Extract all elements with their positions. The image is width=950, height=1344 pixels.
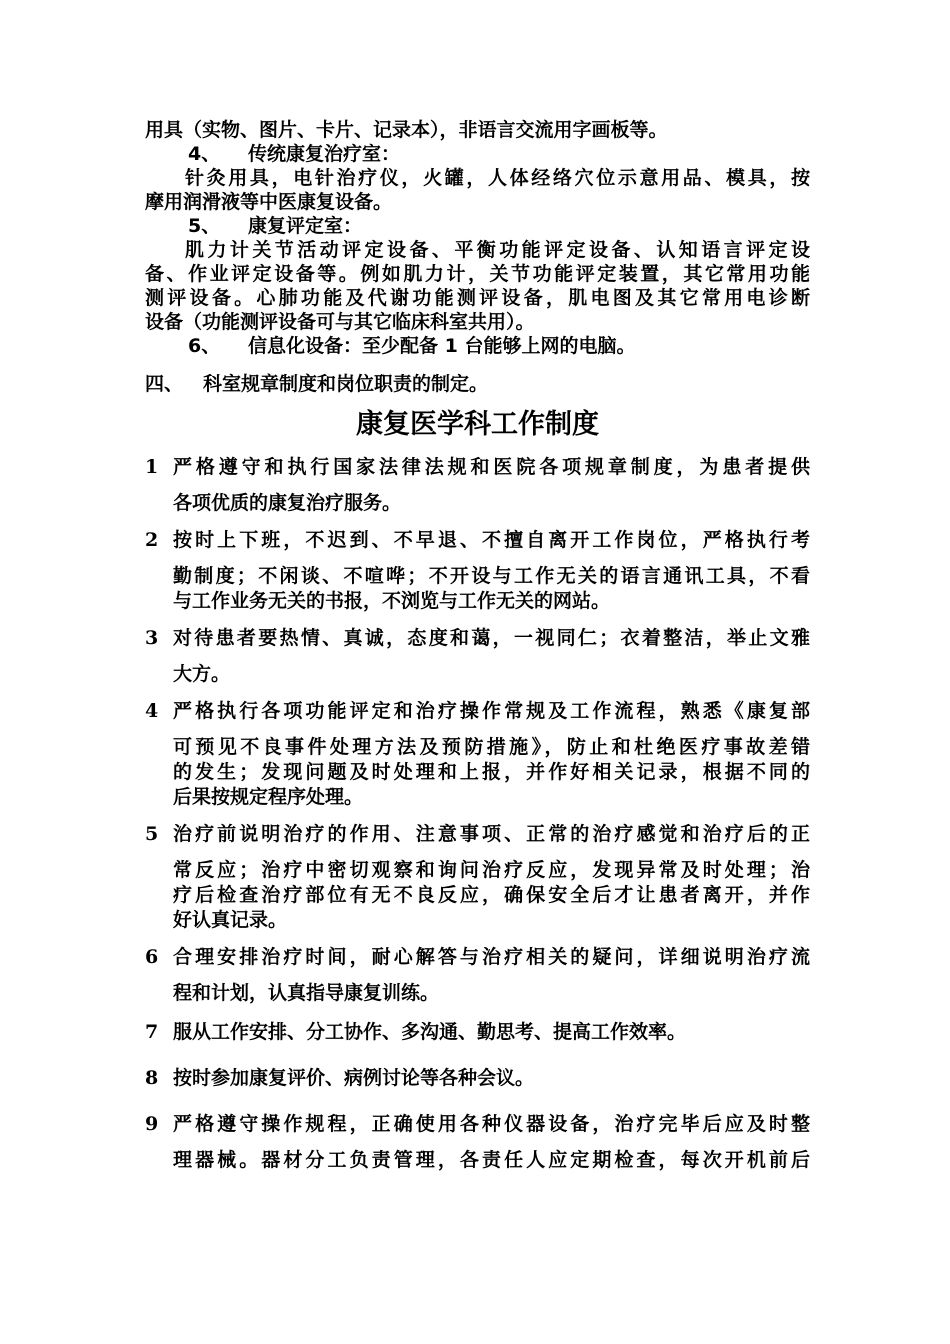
rule-item <box>145 455 810 516</box>
paragraph-line: 肌力计关节活动评定设备、平衡功能评定设备、认知语言评定设 <box>185 239 810 261</box>
section-four-heading <box>145 372 810 396</box>
rule-item <box>145 699 810 810</box>
rule-number: 1 <box>145 456 159 478</box>
subsection-number: 5、 <box>188 215 221 237</box>
subsection-title: 康复评定室： <box>248 215 363 237</box>
rule-number: 5 <box>145 823 159 845</box>
rule-text: 与工作业务无关的书报，不浏览与工作无关的网站。 <box>173 590 611 612</box>
paragraph-line: 针灸用具，电针治疗仪，火罐，人体经络穴位示意用品、模具，按 <box>185 167 810 189</box>
rule-text: 疗后检查治疗部位有无不良反应，确保安全后才让患者离开，并作 <box>173 884 810 906</box>
rule-text: 按时上下班，不迟到、不早退、不擅自离开工作岗位，严格执行考 <box>173 529 810 551</box>
rule-item <box>145 1066 810 1090</box>
rule-number: 3 <box>145 627 159 649</box>
subsection-traditional-rehab <box>145 142 810 166</box>
paragraph-line: 备、作业评定设备等。例如肌力计，关节功能评定装置，其它常用功能 <box>145 263 810 285</box>
paragraph-line: 设备（功能测评设备可与其它临床科室共用）。 <box>145 311 535 333</box>
rule-text: 常反应；治疗中密切观察和询问治疗反应，发现异常及时处理；治 <box>173 859 810 881</box>
subsection-title: 信息化设备：至少配备 1 台能够上网的电脑。 <box>248 335 636 357</box>
section-number: 四、 <box>145 373 184 395</box>
rule-text: 程和计划，认真指导康复训练。 <box>173 982 440 1004</box>
equipment-line: 用具（实物、图片、卡片、记录本），非语言交流用字画板等。 <box>145 119 668 141</box>
rule-text: 合理安排治疗时间，耐心解答与治疗相关的疑问，详细说明治疗流 <box>173 946 810 968</box>
rule-text: 各项优质的康复治疗服务。 <box>173 492 402 514</box>
rule-text: 治疗前说明治疗的作用、注意事项、正常的治疗感觉和治疗后的正 <box>173 823 810 845</box>
rule-item <box>145 1112 810 1173</box>
rules-list <box>145 455 810 1173</box>
paragraph-line: 摩用润滑液等中医康复设备。 <box>145 191 393 213</box>
rule-number: 7 <box>145 1021 159 1043</box>
rule-text: 服从工作安排、分工协作、多沟通、勤思考、提高工作效率。 <box>173 1021 687 1043</box>
rule-text: 按时参加康复评价、病例讨论等各种会议。 <box>173 1067 535 1089</box>
subsection-number: 6、 <box>188 335 221 357</box>
rule-text: 理器械。器材分工负责管理，各责任人应定期检查，每次开机前后 <box>173 1149 810 1171</box>
rule-text: 的发生；发现问题及时处理和上报，并作好相关记录，根据不同的 <box>173 761 810 783</box>
rule-number: 8 <box>145 1067 159 1089</box>
rule-number: 6 <box>145 946 159 968</box>
rule-text: 后果按规定程序处理。 <box>173 786 364 808</box>
rule-text: 可预见不良事件处理方法及预防措施》，防止和杜绝医疗事故差错 <box>173 736 810 758</box>
rule-item <box>145 1020 810 1044</box>
rule-text: 对待患者要热情、真诚，态度和蔼，一视同仁；衣着整洁，举止文雅 <box>173 627 810 649</box>
subsection-assessment-room <box>145 214 810 238</box>
rule-number: 4 <box>145 700 159 722</box>
paragraph-line: 测评设备。心肺功能及代谢功能测评设备，肌电图及其它常用电诊断 <box>145 287 810 309</box>
rule-item <box>145 626 810 687</box>
subsection-number: 4、 <box>188 143 221 165</box>
document-page <box>145 118 810 1173</box>
subsection-it-equipment <box>145 334 810 358</box>
rule-number: 2 <box>145 529 159 551</box>
rule-text: 大方。 <box>173 663 231 685</box>
rule-text: 勤制度；不闲谈、不喧哗；不开设与工作无关的语言通讯工具，不看 <box>173 565 810 587</box>
rule-item <box>145 822 810 933</box>
section-title: 科室规章制度和岗位职责的制定。 <box>203 373 489 395</box>
rule-text: 严格遵守操作规程，正确使用各种仪器设备，治疗完毕后应及时整 <box>173 1113 810 1135</box>
subsection-title: 传统康复治疗室： <box>248 143 401 165</box>
rule-number: 9 <box>145 1113 159 1135</box>
rule-text: 好认真记录。 <box>173 909 288 931</box>
rule-text: 严格遵守和执行国家法律法规和医院各项规章制度，为患者提供 <box>173 456 810 478</box>
rule-item <box>145 945 810 1006</box>
rule-item <box>145 528 810 614</box>
document-title: 康复医学科工作制度 <box>356 409 599 440</box>
rule-text: 严格执行各项功能评定和治疗操作常规及工作流程，熟悉《康复部 <box>173 700 810 722</box>
